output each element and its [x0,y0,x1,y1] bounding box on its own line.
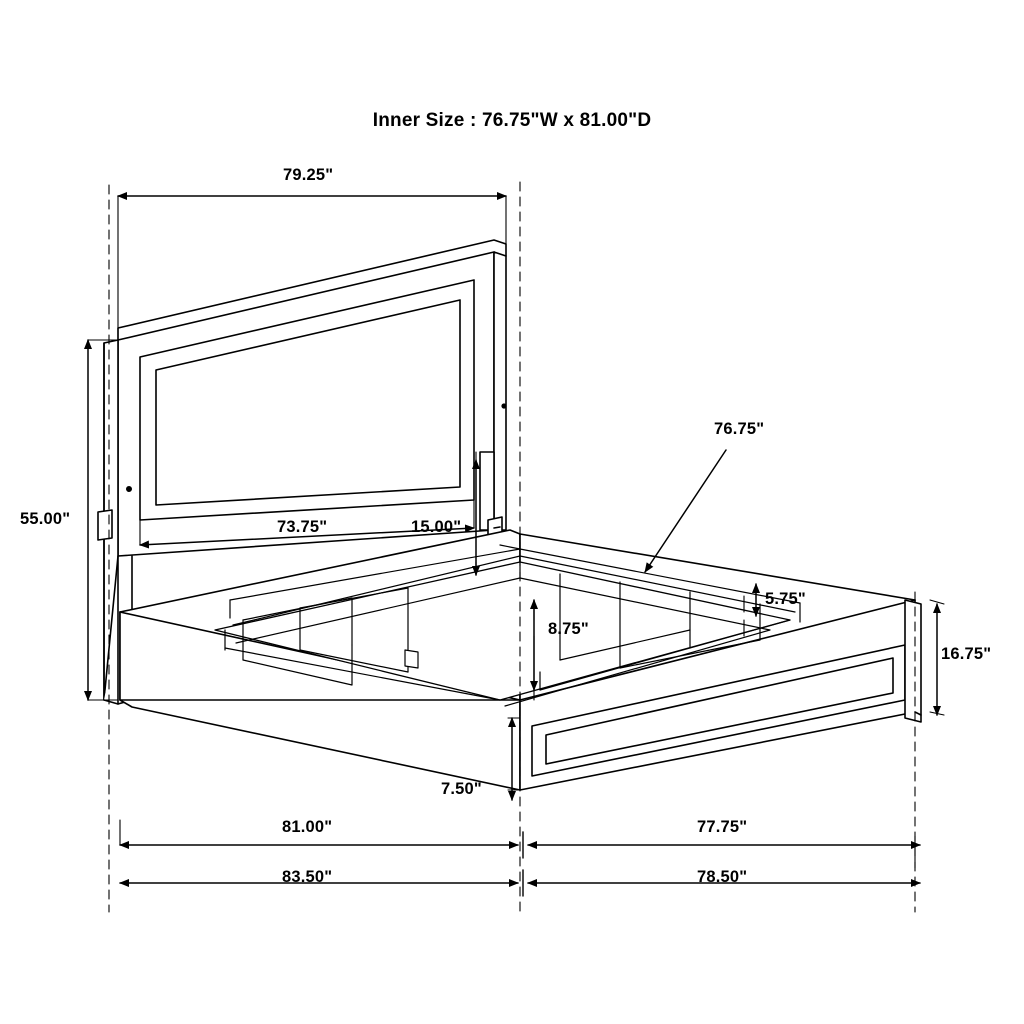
page-title: Inner Size : 76.75"W x 81.00"D [372,110,652,131]
dim-footboard-bottom: 7.50" [441,780,482,798]
dim-footboard-height: 16.75" [941,645,992,663]
dim-inner-width: 76.75" [714,420,765,438]
dim-headboard-width: 79.25" [283,166,334,184]
dim-headboard-height: 55.00" [20,510,71,528]
dim-overall-length: 83.50" [282,868,333,886]
dim-slat-lower: 8.75" [548,620,589,638]
dim-slat-upper: 5.75" [765,590,806,608]
dim-overall-front: 78.50" [697,868,748,886]
dim-rail-to-headboard: 15.00" [411,518,462,536]
dim-headboard-panel-width: 73.75" [277,518,328,536]
dim-side-length: 81.00" [282,818,333,836]
dim-front-length: 77.75" [697,818,748,836]
